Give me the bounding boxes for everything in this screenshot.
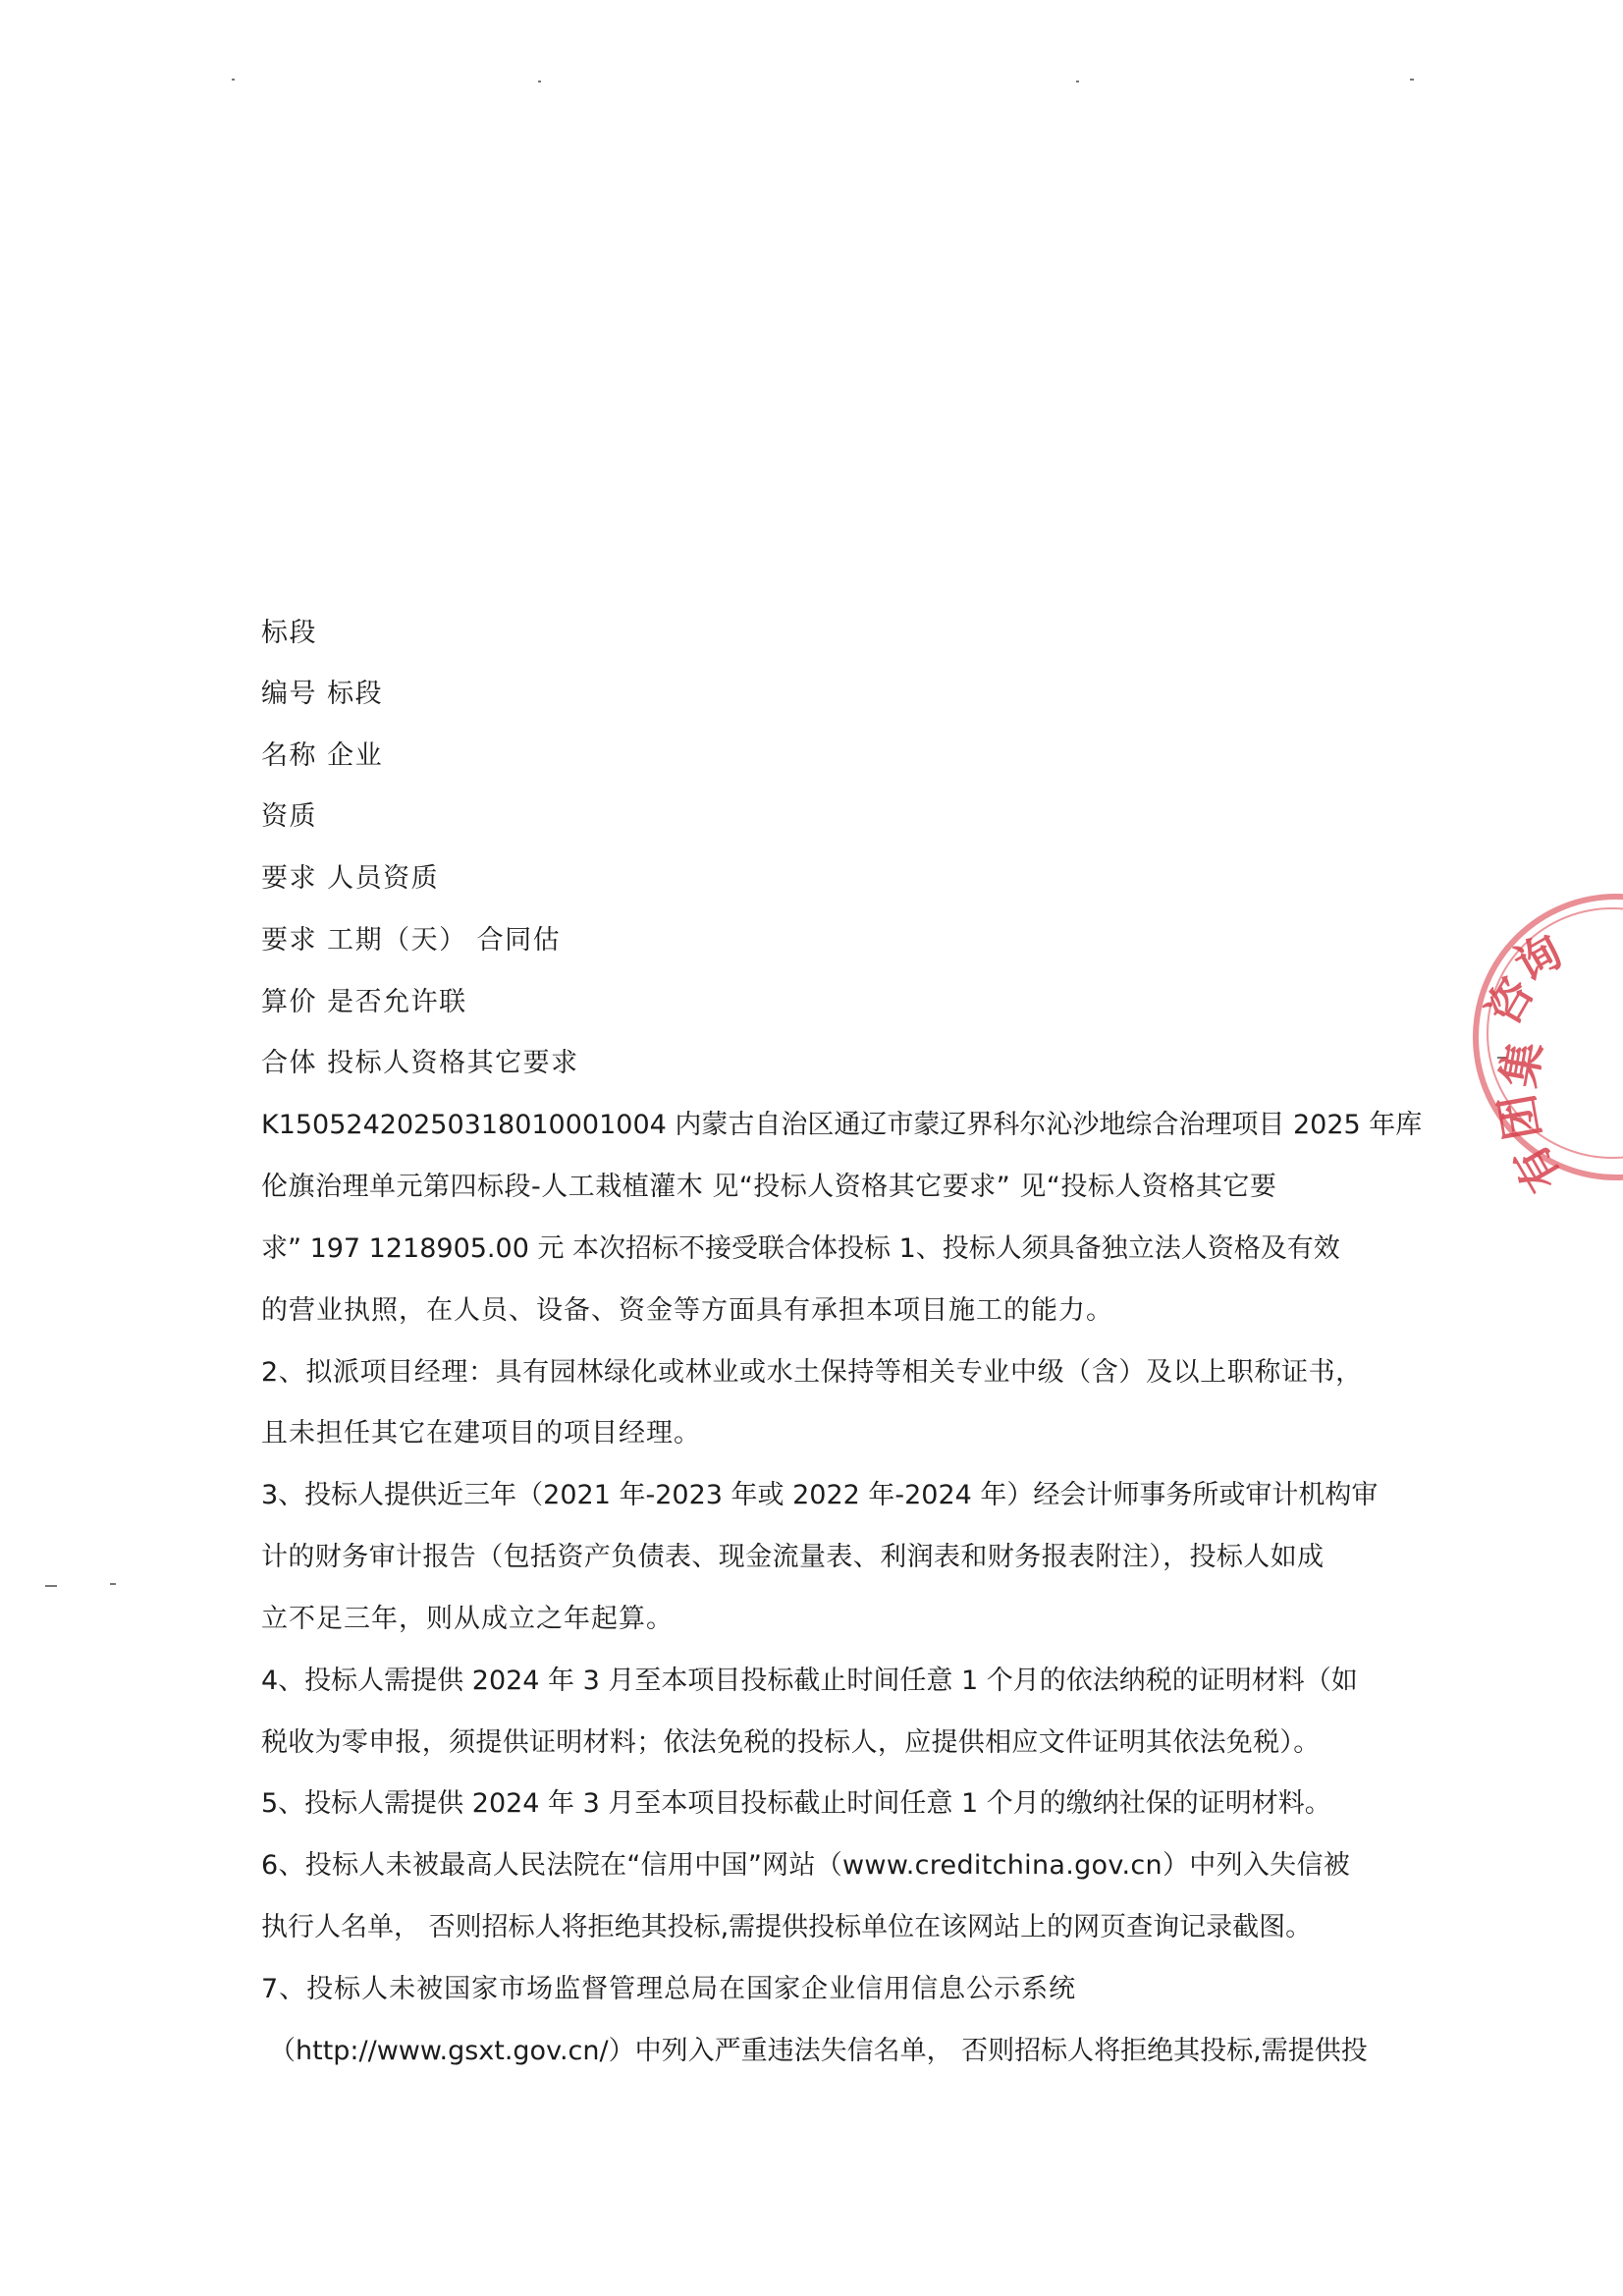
- scan-speck: [1076, 81, 1079, 82]
- header-line: 要求 工期（天） 合同估: [261, 925, 562, 956]
- body-line: 7、投标人未被国家市场监督管理总局在国家企业信用信息公示系统: [261, 1974, 1077, 2004]
- body-line: 5、投标人需提供 2024 年 3 月至本项目投标截止时间任意 1 个月的缴纳社保的证明材料。: [261, 1788, 1331, 1819]
- body-line: 3、投标人提供近三年（2021 年-2023 年或 2022 年-2024 年）经会计师事务所或审计机构审: [261, 1480, 1379, 1510]
- header-line: 编号 标段: [261, 679, 384, 709]
- scan-speck: [538, 81, 541, 82]
- body-line: 求” 197 1218905.00 元 本次招标不接受联合体投标 1、投标人须具备独立法人资格及有效: [261, 1233, 1340, 1264]
- body-line: 的营业执照，在人员、设备、资金等方面具有承担本项目施工的能力。: [261, 1295, 1113, 1326]
- header-line: 要求 人员资质: [261, 863, 440, 894]
- body-line: 且未担任其它在建项目的项目经理。: [261, 1418, 701, 1449]
- body-line: K15052420250318010001004 内蒙古自治区通辽市蒙辽界科尔沁沙地综合治理项目 2025 年库: [261, 1110, 1423, 1140]
- body-line: 伦旗治理单元第四标段-人工栽植灌木 见“投标人资格其它要求” 见“投标人资格其它要: [261, 1172, 1277, 1202]
- header-line: 名称 企业: [261, 740, 384, 771]
- body-line: 执行人名单， 否则招标人将拒绝其投标,需提供投标单位在该网站上的网页查询记录截图。: [261, 1912, 1313, 1942]
- header-line: 标段: [261, 618, 317, 648]
- body-line: 立不足三年，则从成立之年起算。: [261, 1604, 674, 1634]
- body-line: 计的财务审计报告（包括资产负债表、现金流量表、利润表和财务报表附注），投标人如成: [261, 1542, 1325, 1572]
- seal-character: 团: [1489, 1090, 1550, 1144]
- body-line: 2、拟派项目经理：具有园林绿化或林业或水土保持等相关专业中级（含）及以上职称证书，: [261, 1357, 1363, 1388]
- body-line: （http://www.gsxt.gov.cn/）中列入严重违法失信名单， 否则招标人将拒绝其投标,需提供投: [269, 2036, 1368, 2066]
- header-line: 合体 投标人资格其它要求: [261, 1048, 579, 1078]
- body-line: 6、投标人未被最高人民法院在“信用中国”网站（www.creditchina.gov.cn）中列入失信被: [261, 1850, 1351, 1881]
- body-line: 4、投标人需提供 2024 年 3 月至本项目投标截止时间任意 1 个月的依法纳税的证明材料（如: [261, 1666, 1358, 1696]
- seal-character: 有: [1502, 1135, 1572, 1201]
- body-line: 税收为零申报，须提供证明材料；依法免税的投标人，应提供相应文件证明其依法免税）。: [261, 1727, 1321, 1758]
- seal-character: 集: [1491, 1037, 1552, 1091]
- header-line: 算价 是否允许联: [261, 987, 467, 1017]
- seal-character: 咨: [1475, 968, 1544, 1034]
- scan-speck: [232, 79, 235, 81]
- scan-speck: [1410, 79, 1414, 81]
- header-line: 资质: [261, 801, 317, 832]
- scan-speck: [110, 1583, 116, 1585]
- seal-character: 询: [1505, 923, 1571, 993]
- scan-speck: [45, 1585, 57, 1587]
